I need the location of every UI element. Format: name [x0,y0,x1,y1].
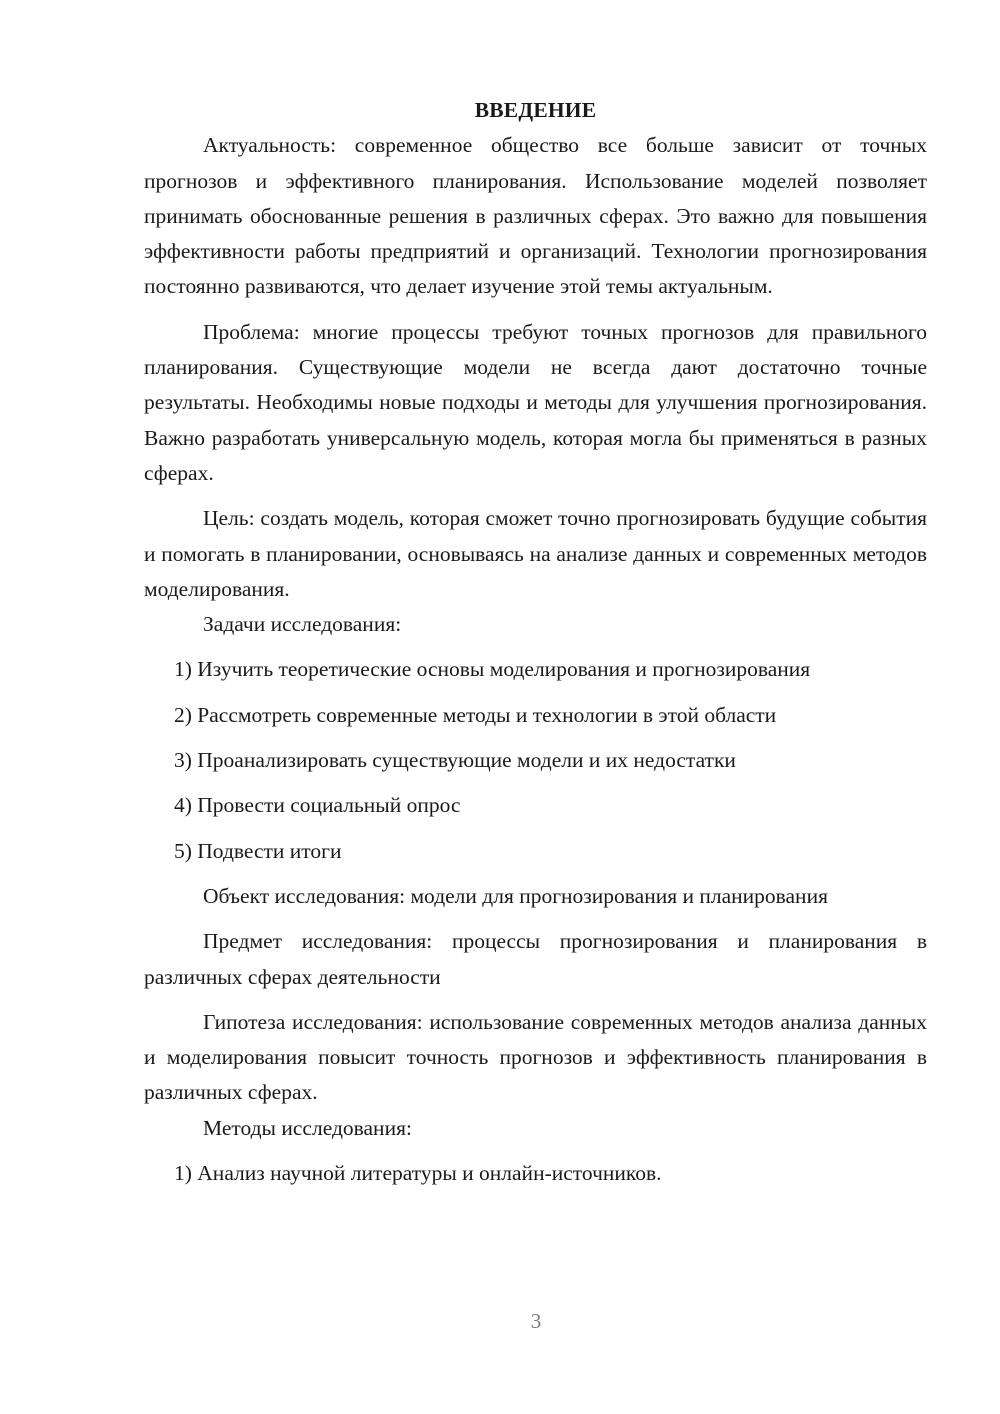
goal-paragraph: Цель: создать модель, которая сможет точно прогнозировать будущие события и помогать в планировании, основываясь на анализе данных и современных методов моделирования. [144,506,927,601]
page-title: ВВЕДЕНИЕ [474,98,597,122]
methods-list [144,1156,927,1191]
list-item: 2) Рассмотреть современные методы и технологии в этой области [174,702,777,727]
list-item: 1) Анализ научной литературы и онлайн-источников. [174,1161,662,1186]
tasks-list [144,652,927,868]
object-paragraph: Объект исследования: модели для прогнозирования и планирования [203,883,828,908]
list-item: 3) Проанализировать существующие модели и их недостатки [174,748,736,773]
page-content [144,93,927,1191]
list-item: 4) Провести социальный опрос [174,793,461,818]
page-number: 3 [530,1309,542,1333]
tasks-heading: Задачи исследования: [203,612,402,637]
list-item: 5) Подвести итоги [174,838,342,863]
list-item: 1) Изучить теоретические основы моделирования и прогнозирования [174,657,811,682]
hypothesis-paragraph: Гипотеза исследования: использование современных методов анализа данных и моделирования повысит точность прогнозов и эффективность планирования в различных сферах. [144,1009,927,1105]
problem-paragraph: Проблема: многие процессы требуют точных прогнозов для правильного планирования. Существующие модели не всегда дают достаточно точные результаты. Необходимы новые подходы и методы для улучшения прогнозирования. Важно разработать универсальную модель, которая могла бы применяться в разных сферах. [144,319,927,485]
relevance-paragraph: Актуальность: современное общество все больше зависит от точных прогнозов и эффективного планирования. Использование моделей позволяет принимать обоснованные решения в различных сферах. Это важно для повышения эффективности работы предприятий и организаций. Технологии прогнозирования постоянно развиваются, что делает изучение этой темы актуальным. [144,133,927,299]
methods-heading: Методы исследования: [203,1115,412,1140]
subject-paragraph: Предмет исследования: процессы прогнозирования и планирования в различных сферах деятельности [144,929,927,989]
